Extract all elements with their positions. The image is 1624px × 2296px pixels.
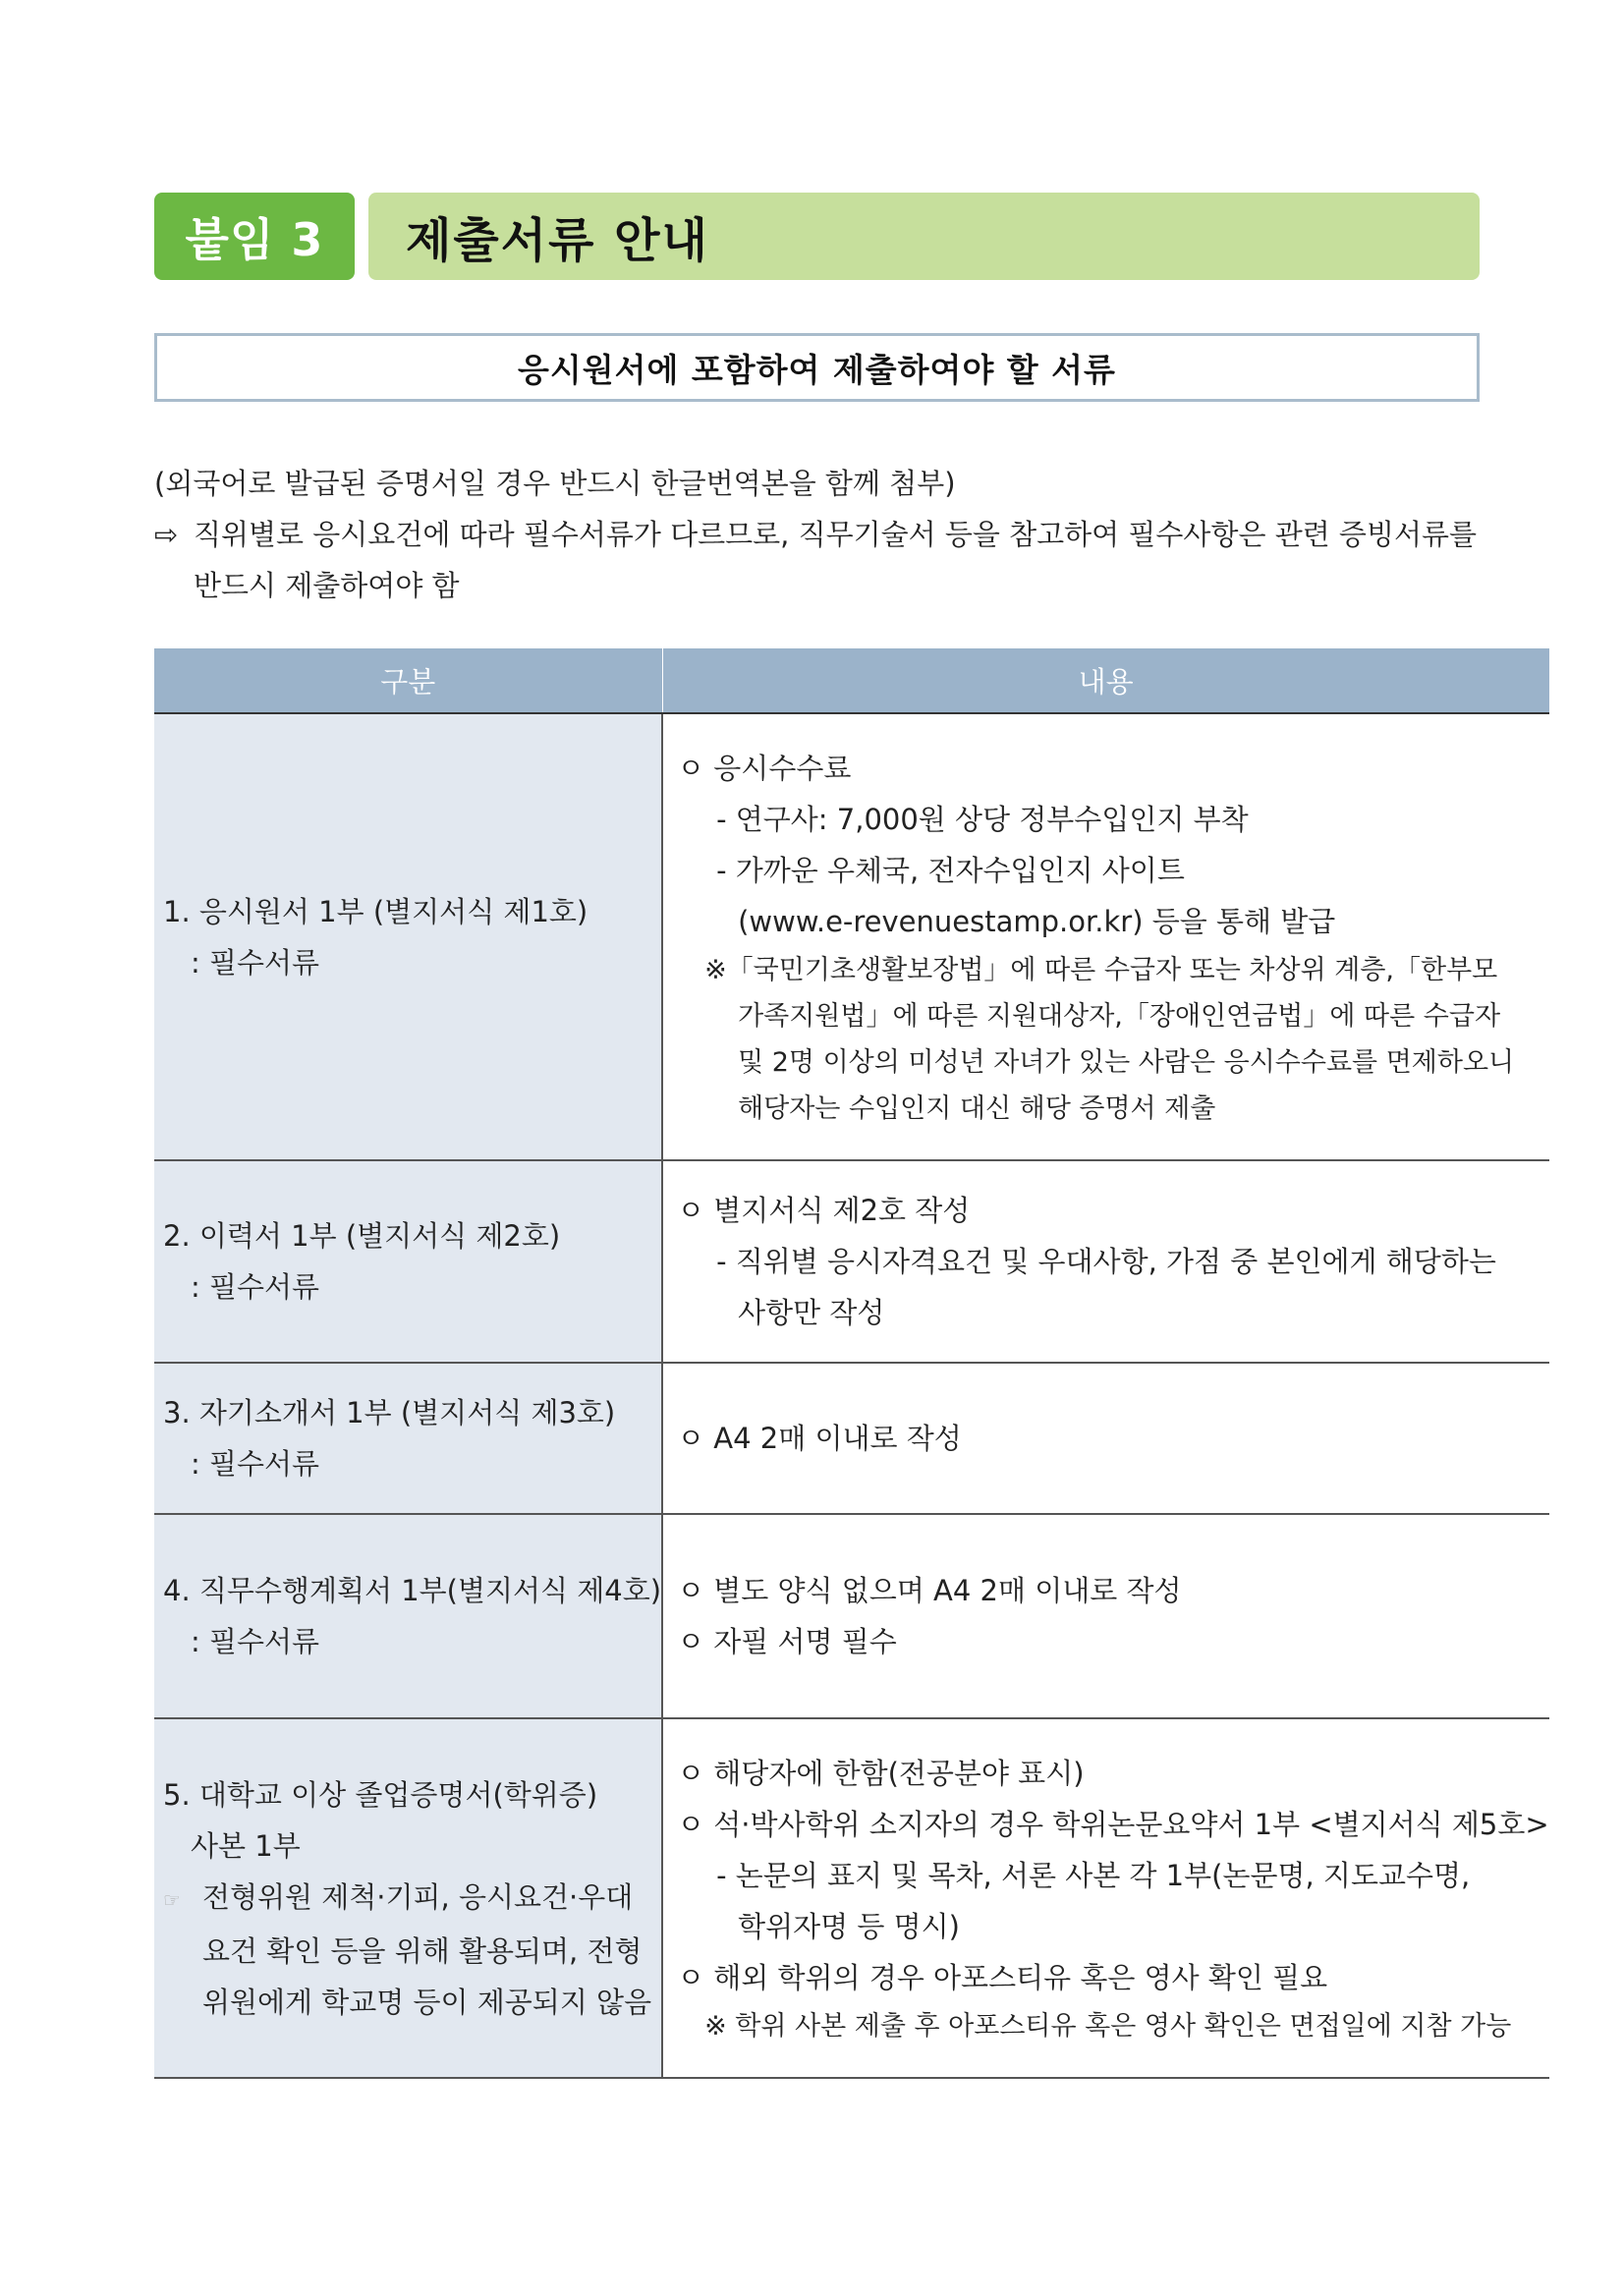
note-required-docs <box>154 513 1477 553</box>
content-item: ㅇ 별지서식 제2호 작성 <box>677 1194 971 1227</box>
content-subitem: - 연구사: 7,000원 상당 정부수입인지 부착 <box>716 802 1249 836</box>
arrow-icon: ⇨ <box>154 518 179 551</box>
section-title: 응시원서에 포함하여 제출하여야 할 서류 <box>154 333 1480 402</box>
row-category <box>154 1160 662 1363</box>
content-item: ㅇ 응시수수료 <box>677 751 852 785</box>
category-note-cont: 요건 확인 등을 위해 활용되며, 전형 <box>202 1933 643 1968</box>
row-category <box>154 1363 662 1514</box>
category-sub: : 필수서류 <box>191 1447 320 1481</box>
content-note: ※ 학위 사본 제출 후 아포스티유 혹은 영사 확인은 면접일에 지참 가능 <box>704 2010 1512 2042</box>
category-note-text: 전형위원 제척·기피, 응시요건·우대 <box>202 1879 634 1914</box>
note-required-text: 직위별로 응시요건에 따라 필수서류가 다르므로, 직무기술서 등을 참고하여 필수사항은 관련 증빙서류를 <box>194 518 1478 551</box>
row-content <box>662 713 1549 1160</box>
category-note <box>163 1872 661 1926</box>
content-note-cont: 가족지원법」에 따른 지원대상자,「장애인연금법」에 따른 수급자 <box>738 1000 1501 1032</box>
content-subitem-cont: 사항만 작성 <box>738 1296 885 1329</box>
documents-table <box>154 648 1549 2079</box>
column-header-category: 구분 <box>154 648 662 713</box>
content-note-cont: 해당자는 수입인지 대신 해당 증명서 제출 <box>738 1092 1216 1124</box>
category-title: 2. 이력서 1부 (별지서식 제2호) <box>163 1219 561 1253</box>
attachment-badge: 붙임 3 <box>154 193 355 280</box>
category-sub: : 필수서류 <box>191 1270 320 1304</box>
note-required-cont: 반드시 제출하여야 함 <box>194 569 460 602</box>
row-content <box>662 1514 1549 1718</box>
table-row <box>154 1718 1549 2078</box>
category-note-cont: 위원에게 학교명 등이 제공되지 않음 <box>202 1985 652 2019</box>
table-row <box>154 713 1549 1160</box>
row-content <box>662 1363 1549 1514</box>
table-row <box>154 1363 1549 1514</box>
category-title: 3. 자기소개서 1부 (별지서식 제3호) <box>163 1396 616 1429</box>
content-item: ㅇ 해외 학위의 경우 아포스티유 혹은 영사 확인 필요 <box>677 1960 1328 1994</box>
category-sub: 사본 1부 <box>191 1828 301 1863</box>
content-subitem: - 논문의 표지 및 목차, 서론 사본 각 1부(논문명, 지도교수명, <box>716 1858 1471 1892</box>
content-item: ㅇ 별도 양식 없으며 A4 2매 이내로 작성 <box>677 1574 1182 1607</box>
content-item: ㅇ 해당자에 한함(전공분야 표시) <box>677 1756 1085 1790</box>
attachment-header <box>154 193 1480 280</box>
table-row <box>154 1514 1549 1718</box>
category-title: 1. 응시원서 1부 (별지서식 제1호) <box>163 894 588 928</box>
category-sub: : 필수서류 <box>191 1625 320 1658</box>
table-row <box>154 1160 1549 1363</box>
content-subitem: - 가까운 우체국, 전자수입인지 사이트 <box>716 853 1185 887</box>
row-content <box>662 1718 1549 2078</box>
row-category <box>154 713 662 1160</box>
content-subitem-cont: (www.e-revenuestamp.or.kr) 등을 통해 발급 <box>738 904 1336 938</box>
content-note: ※「국민기초생활보장법」에 따른 수급자 또는 차상위 계층,「한부모 <box>704 954 1498 985</box>
category-title: 4. 직무수행계획서 1부(별지서식 제4호) <box>163 1574 662 1607</box>
note-foreign-docs: (외국어로 발급된 증명서일 경우 반드시 한글번역본을 함께 첨부) <box>154 467 956 500</box>
content-item: ㅇ 자필 서명 필수 <box>677 1625 897 1658</box>
page-title: 제출서류 안내 <box>368 193 1480 280</box>
pointing-hand-icon: ☞ <box>163 1887 181 1912</box>
category-sub: : 필수서류 <box>191 945 320 980</box>
content-subitem: - 직위별 응시자격요건 및 우대사항, 가점 중 본인에게 해당하는 <box>716 1245 1496 1278</box>
category-title: 5. 대학교 이상 졸업증명서(학위증) <box>163 1777 598 1812</box>
content-subitem-cont: 학위자명 등 명시) <box>738 1909 960 1943</box>
table-header-row <box>154 648 1549 713</box>
content-item: ㅇ 석·박사학위 소지자의 경우 학위논문요약서 1부 <별지서식 제5호> <box>677 1807 1549 1841</box>
row-content <box>662 1160 1549 1363</box>
row-category <box>154 1718 662 2078</box>
row-category <box>154 1514 662 1718</box>
content-item: ㅇ A4 2매 이내로 작성 <box>677 1422 962 1455</box>
content-note-cont: 및 2명 이상의 미성년 자녀가 있는 사람은 응시수수료를 면제하오니 <box>738 1046 1515 1078</box>
column-header-content: 내용 <box>662 648 1549 713</box>
